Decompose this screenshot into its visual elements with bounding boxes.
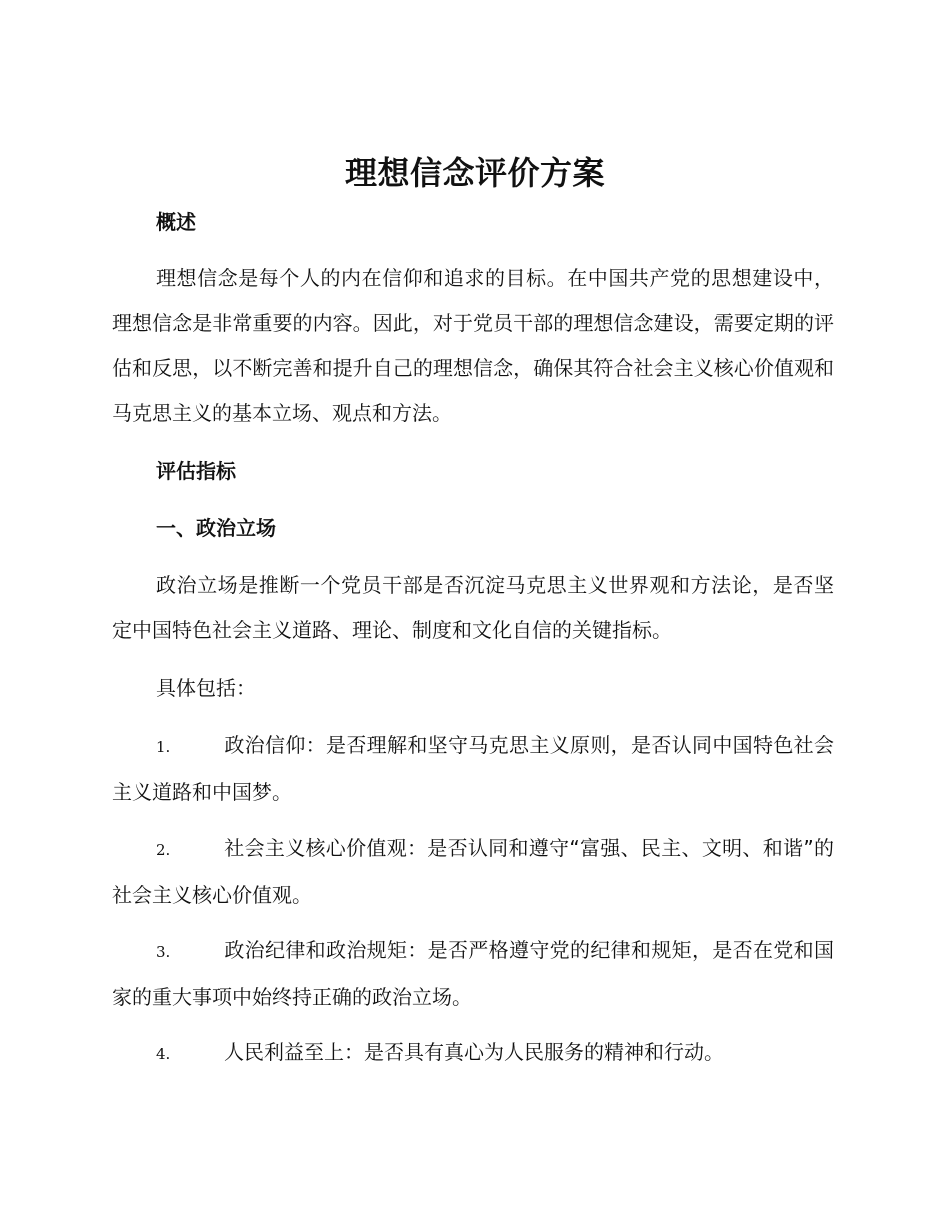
list-item-text: 政治纪律和政治规矩：是否严格遵守党的纪律和规矩，是否在党和国家的重大事项中始终持正确的政治立场。: [112, 938, 834, 1009]
list-item-text: 人民利益至上：是否具有真心为人民服务的精神和行动。: [224, 1040, 724, 1064]
political-stance-heading: 一、政治立场: [156, 516, 276, 540]
list-item: [112, 826, 834, 918]
overview-paragraph: 理想信念是每个人的内在信仰和追求的目标。在中国共产党的思想建设中，理想信念是非常重要的内容。因此，对于党员干部的理想信念建设，需要定期的评估和反思，以不断完善和提升自己的理想信念，确保其符合社会主义核心价值观和马克思主义的基本立场、观点和方法。: [112, 266, 834, 425]
list-item: [112, 1030, 834, 1077]
list-item-text: 社会主义核心价值观：是否认同和遵守“富强、民主、文明、和谐”的社会主义核心价值观。: [112, 836, 834, 907]
political-stance-paragraph: 政治立场是推断一个党员干部是否沉淀马克思主义世界观和方法论，是否坚定中国特色社会主义道路、理论、制度和文化自信的关键指标。: [112, 573, 834, 642]
list-item: [112, 928, 834, 1020]
list-item-number: 2.: [156, 841, 171, 859]
indicators-heading: 评估指标: [156, 459, 236, 483]
includes-label: 具体包括：: [156, 676, 256, 700]
list-item-number: 1.: [156, 738, 171, 756]
list-item-text: 政治信仰：是否理解和坚守马克思主义原则，是否认同中国特色社会主义道路和中国梦。: [112, 733, 834, 804]
list-item-number: 4.: [156, 1045, 171, 1063]
overview-heading: 概述: [156, 210, 196, 234]
document-title: 理想信念评价方案: [344, 154, 605, 192]
list-item-number: 3.: [156, 943, 171, 961]
list-item: [112, 723, 834, 815]
